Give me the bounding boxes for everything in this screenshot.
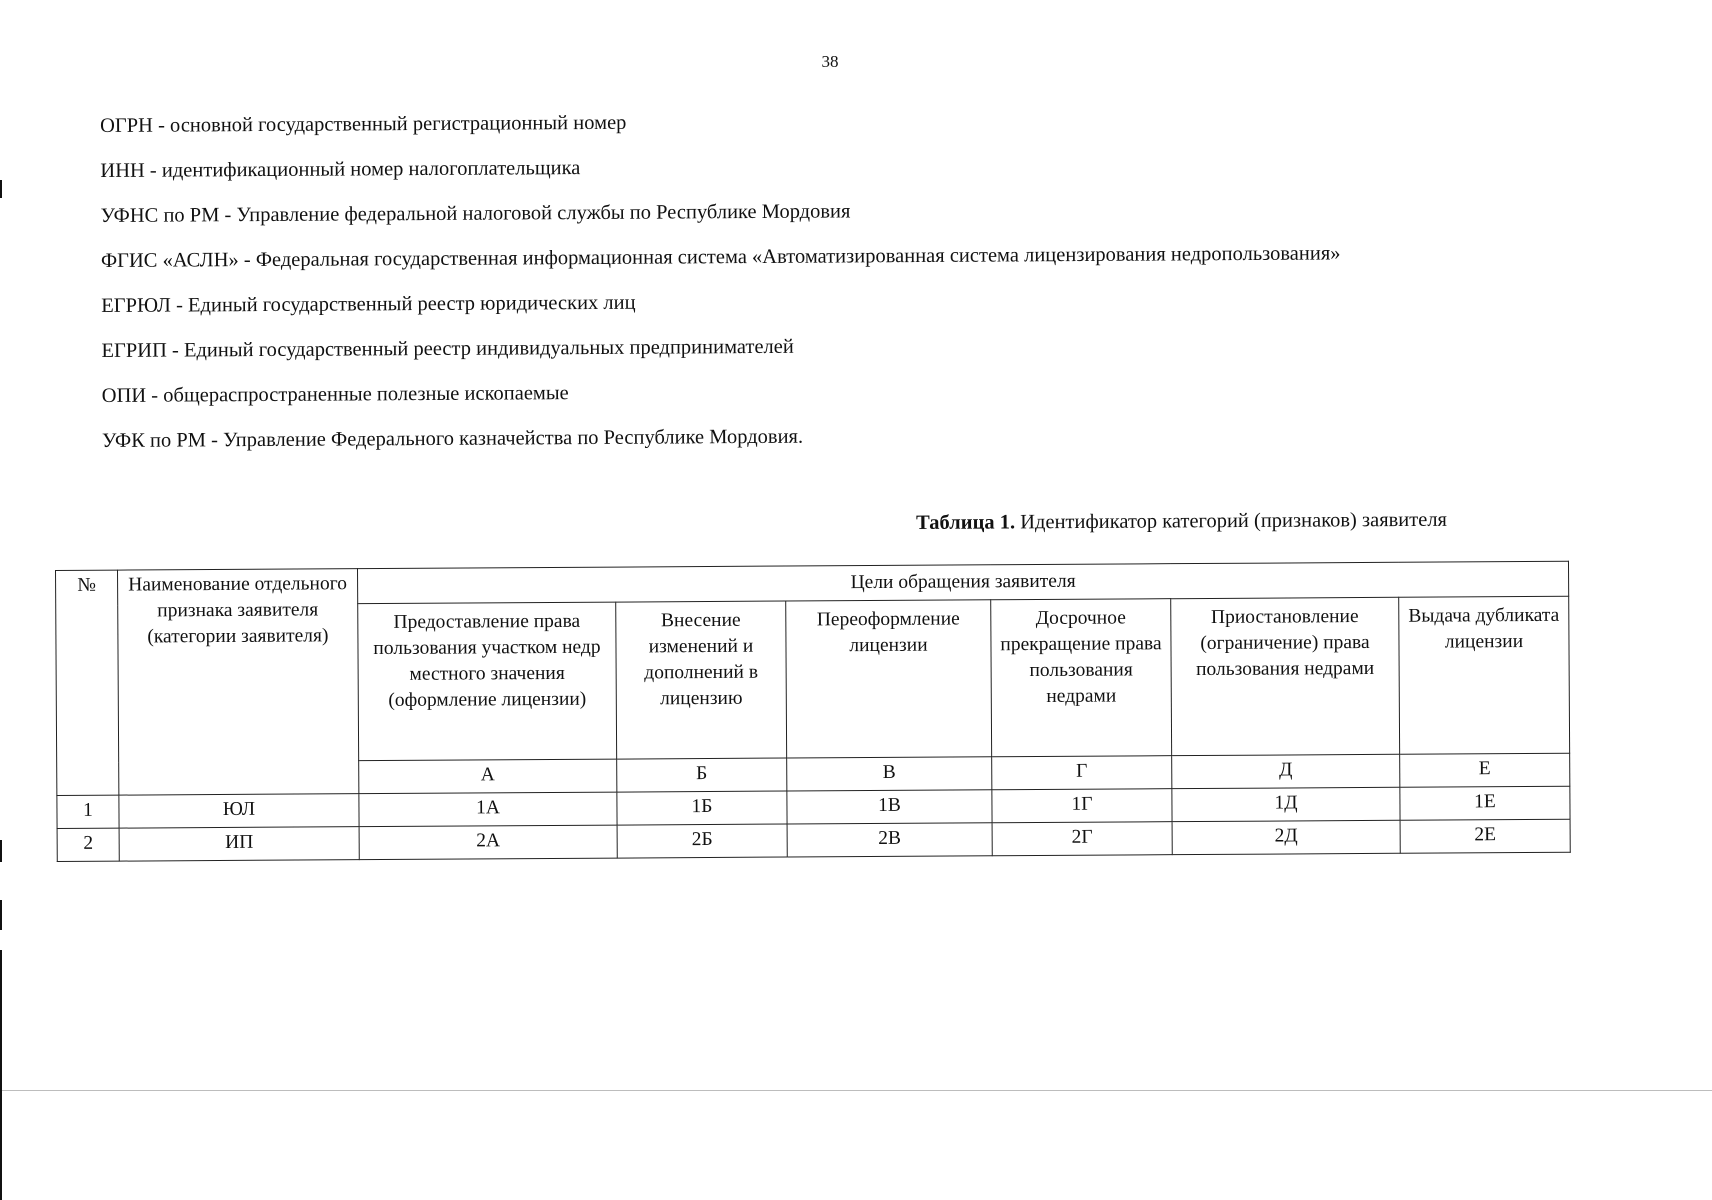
row-cell: 2А <box>359 825 617 860</box>
scan-bottom-rule <box>0 1090 1712 1091</box>
page-number: 38 <box>821 52 839 71</box>
goal-code-e: Е <box>1400 753 1570 787</box>
header-goals: Цели обращения заявителя <box>357 561 1568 603</box>
abbreviation-opi: ОПИ - общераспространенные полезные ископаемые <box>101 382 569 407</box>
row-cell: 2Г <box>992 822 1172 856</box>
row-number: 1 <box>57 795 119 828</box>
abbreviation-list <box>100 103 1642 472</box>
scan-edge-mark <box>0 180 2 198</box>
scan-edge-mark <box>0 840 2 862</box>
table-caption <box>916 509 1447 535</box>
abbreviation-egryul: ЕГРЮЛ - Единый государственный реестр юридических лиц <box>101 291 636 317</box>
header-number: № <box>56 570 119 795</box>
applicant-category-table <box>55 561 1571 862</box>
row-cell: 2В <box>787 823 992 857</box>
row-cell: 1Д <box>1172 787 1400 821</box>
scan-edge-mark <box>0 900 2 930</box>
goal-title-v: Переоформление лицензии <box>786 600 992 758</box>
goal-title-b: Внесение изменений и дополнений в лицензию <box>616 601 787 759</box>
header-category-name: Наименование отдельного признака заявителя (категории заявителя) <box>118 569 359 795</box>
goal-title-g: Досрочное прекращение права пользования недрами <box>991 599 1172 757</box>
row-cell: 1Г <box>992 789 1172 823</box>
row-category: ЮЛ <box>119 794 359 828</box>
abbreviation-inn: ИНН - идентификационный номер налогоплательщика <box>100 157 581 182</box>
scan-edge-mark <box>0 950 2 1200</box>
goal-code-a: А <box>359 759 617 794</box>
row-cell: 2Б <box>617 824 787 858</box>
goal-code-v: В <box>787 757 992 791</box>
goal-title-a: Предоставление права пользования участком недр местного значения (оформление лицензии) <box>358 602 617 761</box>
abbreviation-egrip: ЕГРИП - Единый государственный реестр индивидуальных предпринимателей <box>101 335 794 362</box>
goal-code-b: Б <box>617 758 787 792</box>
row-cell: 1Б <box>617 791 787 825</box>
row-cell: 1А <box>359 792 617 827</box>
row-cell: 2Е <box>1400 819 1570 853</box>
goal-code-g: Г <box>992 756 1172 790</box>
abbreviation-ufns: УФНС по РМ - Управление федеральной налоговой службы по Республике Мордовия <box>100 200 851 227</box>
category-table-wrapper <box>55 561 1571 862</box>
abbreviation-ogrn: ОГРН - основной государственный регистрационный номер <box>100 111 627 137</box>
abbreviation-ufk: УФК по РМ - Управление Федерального казначейства по Республике Мордовия. <box>101 425 804 452</box>
row-cell: 2Д <box>1172 820 1400 854</box>
row-category: ИП <box>119 827 359 861</box>
goal-code-d: Д <box>1172 754 1400 788</box>
row-cell: 1Е <box>1400 786 1570 820</box>
abbreviation-fgis: ФГИС «АСЛН» - Федеральная государственная информационная система «Автоматизированная система лицензирования недропользования» <box>100 242 1341 272</box>
goal-title-e: Выдача дубликата лицензии <box>1399 596 1570 754</box>
table-caption-text: Идентификатор категорий (признаков) заявителя <box>1015 508 1448 534</box>
row-number: 2 <box>57 828 119 861</box>
row-cell: 1В <box>787 790 992 824</box>
goal-title-d: Приостановление (ограничение) права пользования недрами <box>1171 597 1400 755</box>
table-caption-label: Таблица 1. <box>916 511 1016 534</box>
